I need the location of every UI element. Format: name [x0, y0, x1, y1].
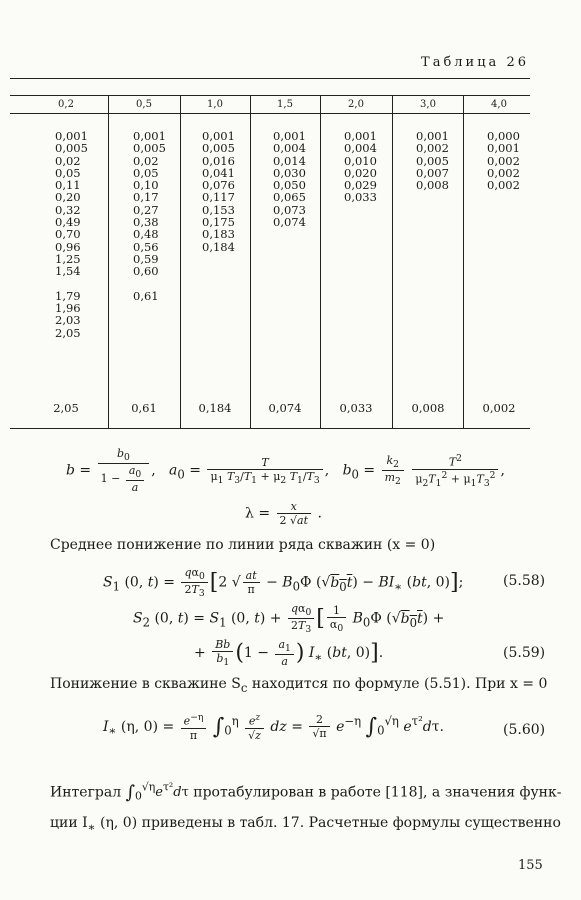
table-header-bottom-rule [10, 113, 530, 114]
equation-5-58: $S_1$ (0, t) = $\frac{q\alpha_0}{2T_3}$ [2 √ $\frac{at}{\pi}$ − $B_0\Phi$ $(√b_0t) - BI_∗$ (bt, 0)]; [103, 566, 464, 600]
col-divider [180, 95, 181, 428]
table-cell: 0,016 [202, 153, 235, 168]
table-cell: 0,033 [344, 190, 377, 205]
table-cell: 0,007 [416, 165, 449, 180]
table-cell: 0,59 [133, 251, 159, 266]
table-cell: 0,001 [416, 129, 449, 143]
table-header-top-rule [10, 95, 530, 96]
table-cell: 0,38 [133, 215, 159, 230]
inline-integral: $\int_0^{√\eta}e^{\tau^2}d\tau$ [125, 781, 189, 804]
table-cell: 0,005 [416, 153, 449, 168]
table-summary-cell: 0,184 [198, 401, 232, 415]
table-cell: 0,11 [55, 178, 81, 193]
table-caption: Таблица 26 [421, 55, 529, 70]
table-cell: 0,17 [133, 190, 159, 205]
table-cell [55, 278, 88, 290]
col-divider [392, 95, 393, 428]
table-cell: 0,001 [344, 129, 377, 143]
table-cell: 0,005 [133, 141, 166, 156]
table-column [273, 130, 306, 228]
table-cell: 2,03 [55, 313, 81, 328]
column-header: 2,0 [348, 99, 364, 110]
table-cell: 0,008 [416, 178, 449, 193]
table-cell: 0,002 [416, 141, 449, 156]
equation-number: (5.59) [503, 645, 546, 661]
col-divider [108, 95, 109, 428]
table-cell [133, 278, 166, 290]
column-header: 1,0 [207, 99, 223, 110]
table-cell: 0,074 [273, 215, 306, 230]
paragraph-line: Среднее понижение по линии ряда скважин (x = 0) [50, 537, 436, 553]
paragraph-line: ции $I_∗$ (η, 0) приведены в табл. 17. Расчетные формулы существенно [50, 815, 561, 834]
equation-number: (5.58) [503, 573, 546, 589]
table-column [487, 130, 520, 191]
table-column [55, 130, 88, 339]
table-cell: 0,000 [487, 129, 520, 143]
table-cell: 0,001 [487, 141, 520, 156]
table-cell: 0,002 [487, 165, 520, 180]
equation-5-60: $I_∗$ (η, 0) = $\frac{e^{-\eta}}{\pi}$ $\int_0^\eta$ $\frac{e^z}{√z}$ dz = $\frac{2}{√\pi}$ $e^{-\eta}$ $\int_0^{√\eta}$ $e^{\tau^2}d\tau$. [103, 712, 444, 742]
table-cell: 1,54 [55, 264, 81, 279]
table-cell: 0,001 [133, 129, 166, 143]
col-divider [463, 95, 464, 428]
paragraph-line: Интеграл $\int_0^{√\eta}e^{\tau^2}d\tau$ протабулирован в работе [118], а значения функ- [50, 781, 562, 804]
page-number: 155 [518, 858, 543, 873]
equation-number: (5.60) [503, 722, 546, 738]
table-cell: 0,002 [487, 153, 520, 168]
table-cell: 0,002 [487, 178, 520, 193]
table-cell: 0,004 [273, 141, 306, 156]
table-summary-cell: 0,002 [482, 401, 516, 415]
table-cell: 0,076 [202, 178, 235, 193]
col-divider [250, 95, 251, 428]
table-cell: 0,117 [202, 190, 235, 205]
equation-5-59-line1: $S_2$ (0, $t) = S_1$ (0, t) + $\frac{q\alpha_0}{2T_3}$ [ $\frac{1}{\alpha_0}$ $B_0\Phi$ $(√b_0t)$ + [133, 602, 445, 636]
table-cell: 0,27 [133, 202, 159, 217]
table-cell: 0,001 [55, 129, 88, 143]
table-column [202, 130, 235, 253]
table-cell: 0,010 [344, 153, 377, 168]
table-cell: 0,041 [202, 165, 235, 180]
table-cell: 0,32 [55, 202, 81, 217]
table-cell: 0,004 [344, 141, 377, 156]
table-cell: 0,02 [55, 153, 81, 168]
column-header: 1,5 [277, 99, 293, 110]
table-cell: 0,014 [273, 153, 306, 168]
table-cell: 0,61 [133, 288, 159, 303]
table-cell: 0,96 [55, 239, 81, 254]
table-summary-cell: 0,61 [131, 401, 157, 415]
table-cell: 0,005 [55, 141, 88, 156]
table-cell: 0,065 [273, 190, 306, 205]
column-header: 0,2 [58, 99, 74, 110]
table-column [416, 130, 449, 191]
table-summary-cell: 0,008 [411, 401, 445, 415]
column-header: 4,0 [491, 99, 507, 110]
column-header: 0,5 [136, 99, 152, 110]
table-cell: 0,020 [344, 165, 377, 180]
table-cell: 0,20 [55, 190, 81, 205]
table-cell: 0,001 [202, 129, 235, 143]
table-cell: 0,48 [133, 227, 159, 242]
table-cell: 0,05 [55, 165, 81, 180]
lambda-formula: λ = $\frac{x}{2 √at}$ . [245, 500, 322, 527]
table-cell: 0,56 [133, 239, 159, 254]
table-cell: 0,02 [133, 153, 159, 168]
column-header: 3,0 [420, 99, 436, 110]
table-cell: 0,49 [55, 215, 81, 230]
table-cell: 0,183 [202, 227, 235, 242]
col-divider [320, 95, 321, 428]
table-top-rule [10, 78, 530, 79]
table-cell: 1,96 [55, 301, 81, 316]
table-cell: 0,005 [202, 141, 235, 156]
table-cell: 0,029 [344, 178, 377, 193]
table-cell: 0,153 [202, 202, 235, 217]
paragraph-line: Понижение в скважине $S_c$ находится по формуле (5.51). При x = 0 [50, 676, 548, 695]
table-cell: 0,70 [55, 227, 81, 242]
table-cell: 0,60 [133, 264, 159, 279]
table-cell: 0,030 [273, 165, 306, 180]
table-column [344, 130, 377, 204]
table-cell: 0,001 [273, 129, 306, 143]
table-cell: 0,050 [273, 178, 306, 193]
table-summary-cell: 2,05 [53, 401, 79, 415]
table-cell: 0,10 [133, 178, 159, 193]
table-cell: 0,175 [202, 215, 235, 230]
table-cell: 0,184 [202, 239, 235, 254]
table-summary-cell: 0,074 [268, 401, 302, 415]
table-cell: 1,25 [55, 251, 81, 266]
table-cell: 0,05 [133, 165, 159, 180]
table-column [133, 130, 166, 302]
table-cell: 0,073 [273, 202, 306, 217]
table-cell: 1,79 [55, 288, 81, 303]
definitions-formula: b = $b_0$ 1 − $\frac{a_0}{a}$ , $a_0$ = $\frac{T}{\mu_1 T_3/T_1 + \mu_2 T_1/T_3}$ , $b_0$ = $\frac{k_2}{m_2}$ $\frac{T^2}{\mu_2T_1^2 + \mu_1T_3^2}$ , [66, 447, 505, 495]
table-bottom-rule [10, 428, 530, 429]
table-summary-cell: 0,033 [339, 401, 373, 415]
equation-5-59-line2: + $\frac{Bb}{b_1}$ (1 − $\frac{a_1}{a}$ ) $I_∗$ (bt, 0)]. [194, 638, 384, 669]
table-cell: 2,05 [55, 325, 81, 340]
